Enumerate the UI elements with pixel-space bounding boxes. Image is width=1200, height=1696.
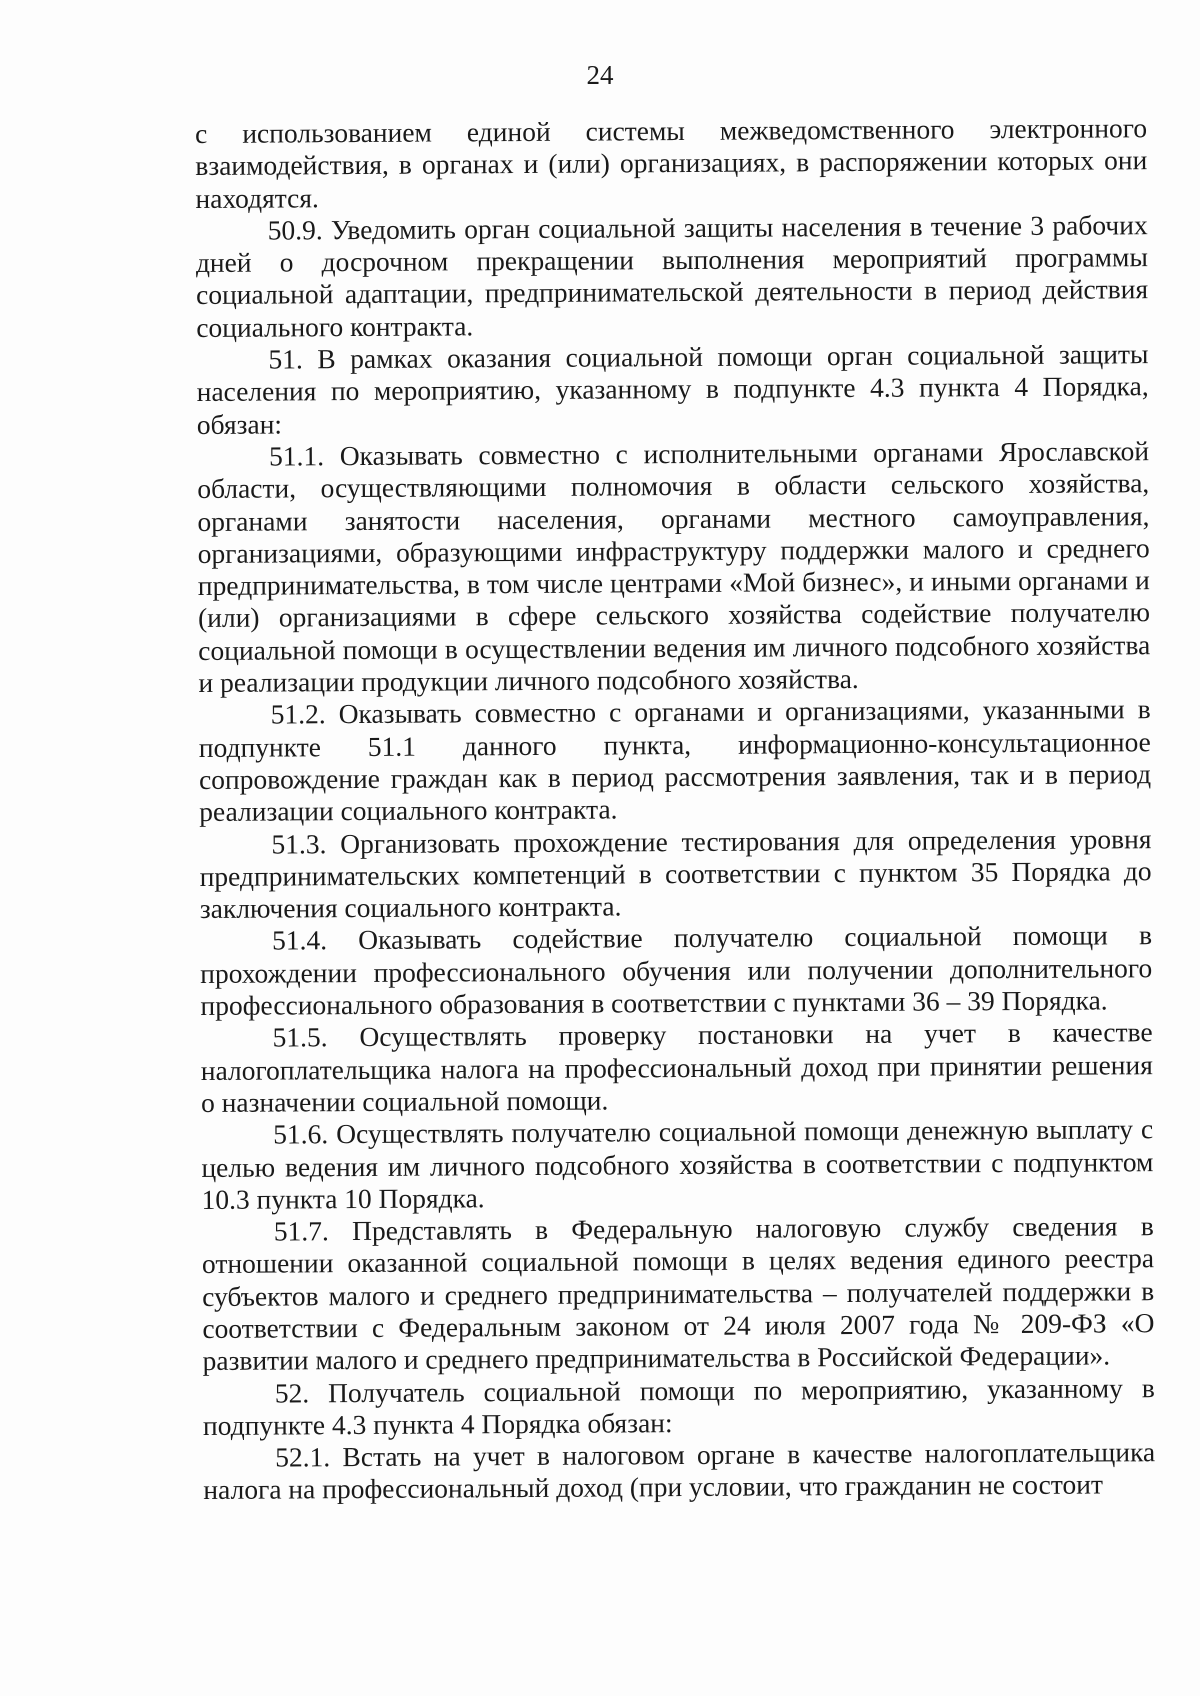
paragraph-51-5: 51.5. Осуществлять проверку постановки на учет в качестве налогоплательщика налога на профессиональный доход при принятии решения о назначении социальной помощи.: [200, 1016, 1153, 1118]
paragraph-52: 52. Получатель социальной помощи по мероприятию, указанному в подпункте 4.3 пункта 4 Порядка обязан:: [202, 1371, 1155, 1441]
paragraph-50-9: 50.9. Уведомить орган социальной защиты населения в течение 3 рабочих дней о досрочном прекращении выполнения мероприятий программы социальной адаптации, предпринимательской деятельности в период действия социального контракта.: [195, 209, 1149, 343]
paragraph-continuation: с использованием единой системы межведомственного электронного взаимодействия, в органах и (или) организациях, в распоряжении которых они находятся.: [195, 112, 1148, 214]
paragraph-52-1: 52.1. Встать на учет в налоговом органе в качестве налогоплательщика налога на профессиональный доход (при условии, что гражданин не состоит: [203, 1436, 1156, 1506]
paragraph-51-4: 51.4. Оказывать содействие получателю социальной помощи в прохождении профессионального обучения или получении дополнительного профессионального образования в соответствии с пунктами 36 – 39 Порядка.: [200, 919, 1153, 1021]
page-number: 24: [586, 60, 614, 90]
paragraph-51-6: 51.6. Осуществлять получателю социальной помощи денежную выплату с целью ведения им личного подсобного хозяйства в соответствии с подпунктом 10.3 пункта 10 Порядка.: [201, 1113, 1154, 1215]
paragraph-51: 51. В рамках оказания социальной помощи орган социальной защиты населения по мероприятию, указанному в подпункте 4.3 пункта 4 Порядка, обязан:: [196, 338, 1149, 440]
paragraph-51-7: 51.7. Представлять в Федеральную налоговую службу сведения в отношении оказанной социальной помощи в целях ведения единого реестра субъектов малого и среднего предпринимательства – получателей поддержки в соответствии с Федеральным законом от 24 июля 2007 года № 209-ФЗ «О развитии малого и среднего предпринимательства в Российской Федерации».: [201, 1210, 1155, 1377]
paragraph-51-3: 51.3. Организовать прохождение тестирования для определения уровня предпринимательских компетенций в соответствии с пунктом 35 Порядка до заключения социального контракта.: [199, 822, 1152, 925]
document-body: [195, 112, 1155, 1507]
paragraph-51-2: 51.2. Оказывать совместно с органами и организациями, указанными в подпункте 51.1 данного пункта, информационно-консультационное сопровождение граждан как в период рассмотрения заявления, так и в период реализации социального контракта.: [198, 693, 1152, 828]
paragraph-51-1: 51.1. Оказывать совместно с исполнительными органами Ярославской области, осуществляющими полномочия в области сельского хозяйства, органами занятости населения, органами местного самоуправления, организациями, образующими инфраструктуру поддержки малого и среднего предпринимательства, в том числе центрами «Мой бизнес», и иными органами и (или) организациями в сфере сельского хозяйства содействие получателю социальной помощи в осуществлении ведения им личного подсобного хозяйства и реализации продукции личного подсобного хозяйства.: [197, 435, 1151, 699]
